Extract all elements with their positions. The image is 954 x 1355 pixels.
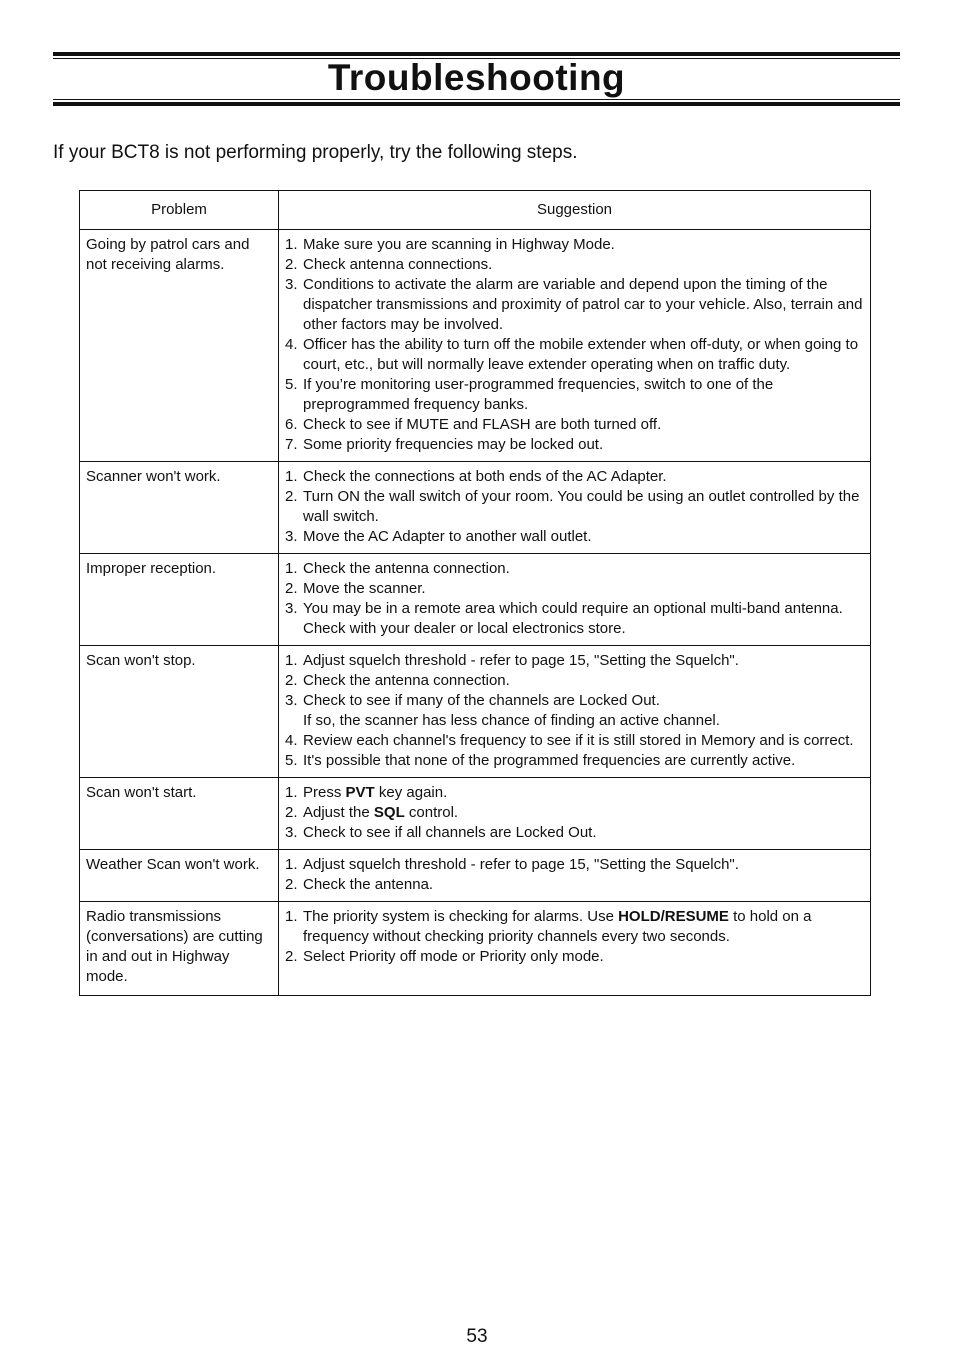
step-number: 2. — [285, 948, 298, 965]
step-number: 3. — [285, 528, 298, 545]
step-number: 7. — [285, 436, 298, 453]
table-row — [80, 554, 871, 646]
suggestion-step — [285, 907, 864, 947]
step-number: 5. — [285, 376, 298, 393]
suggestion-step — [285, 435, 864, 455]
table-row — [80, 850, 871, 902]
suggestion-step — [285, 275, 864, 335]
step-number: 2. — [285, 488, 298, 505]
page-title: Troubleshooting — [327, 57, 626, 98]
suggestion-cell — [279, 850, 871, 902]
step-number: 1. — [285, 560, 298, 577]
step-number: 2. — [285, 672, 298, 689]
step-number: 2. — [285, 580, 298, 597]
suggestion-step — [285, 803, 864, 823]
step-text: Adjust the — [303, 804, 374, 821]
step-text: You may be in a remote area which could require an optional multi-band antenna. Check with your dealer or local electronics store. — [303, 600, 843, 637]
step-number: 6. — [285, 416, 298, 433]
suggestion-step — [285, 599, 864, 639]
step-text: Check to see if all channels are Locked Out. — [303, 824, 597, 841]
table-row — [80, 778, 871, 850]
step-text: If you’re monitoring user-programmed frequencies, switch to one of the preprogrammed frequency banks. — [303, 376, 774, 413]
step-text: Select Priority off mode or Priority only mode. — [303, 948, 604, 965]
step-text: Officer has the ability to turn off the mobile extender when off-duty, or when going to court, etc., but will normally leave extender operating when on traffic duty. — [303, 336, 859, 373]
step-number: 2. — [285, 876, 298, 893]
suggestion-step — [285, 255, 864, 275]
key-name: HOLD/RESUME — [618, 908, 729, 925]
problem-cell: Improper reception. — [80, 554, 279, 646]
problem-cell: Going by patrol cars and not receiving alarms. — [80, 230, 279, 462]
step-text: If so, the scanner has less chance of finding an active channel. — [303, 712, 720, 729]
key-name: PVT — [345, 784, 375, 801]
step-text: Adjust squelch threshold - refer to page 15, "Setting the Squelch". — [303, 856, 739, 873]
page-number: 53 — [466, 1326, 488, 1347]
step-text: Conditions to activate the alarm are variable and depend upon the timing of the dispatcher transmissions and proximity of patrol car to your vehicle. Also, terrain and other factors may be involved. — [303, 276, 863, 333]
suggestion-step — [285, 875, 864, 895]
table-row — [80, 462, 871, 554]
step-text: Check the antenna connection. — [303, 560, 510, 577]
suggestion-step — [285, 731, 864, 751]
suggestion-step — [285, 467, 864, 487]
suggestion-step — [285, 751, 864, 771]
step-text: Check antenna connections. — [303, 256, 493, 273]
step-number: 4. — [285, 336, 298, 353]
step-number: 1. — [285, 784, 298, 801]
problem-cell: Scan won't start. — [80, 778, 279, 850]
step-text: Some priority frequencies may be locked out. — [303, 436, 604, 453]
suggestion-cell — [279, 554, 871, 646]
suggestion-step — [285, 823, 864, 843]
suggestion-step — [285, 375, 864, 415]
suggestion-step — [285, 947, 864, 967]
step-text: Adjust squelch threshold - refer to page 15, "Setting the Squelch". — [303, 652, 739, 669]
title-bottom-thin-rule — [53, 99, 900, 100]
key-name: SQL — [373, 804, 405, 821]
step-number: 1. — [285, 236, 298, 253]
step-text: control. — [404, 804, 459, 821]
suggestion-cell — [279, 646, 871, 778]
suggestion-step — [285, 783, 864, 803]
suggestion-step — [285, 487, 864, 527]
step-text: key again. — [374, 784, 448, 801]
suggestion-step — [285, 651, 864, 671]
step-number: 1. — [285, 468, 298, 485]
suggestion-step — [285, 855, 864, 875]
step-text: Check to see if many of the channels are Locked Out. — [303, 692, 660, 709]
table-header-row — [80, 191, 871, 230]
table-row — [80, 230, 871, 462]
problem-cell: Scanner won't work. — [80, 462, 279, 554]
step-number: 5. — [285, 752, 298, 769]
step-text: Move the AC Adapter to another wall outlet. — [303, 528, 592, 545]
step-text: Press — [303, 784, 346, 801]
problem-cell: Radio transmissions (conversations) are cutting in and out in Highway mode. — [80, 902, 279, 996]
step-number: 1. — [285, 908, 298, 925]
step-text: Make sure you are scanning in Highway Mode. — [303, 236, 615, 253]
step-text: It's possible that none of the programmed frequencies are currently active. — [303, 752, 796, 769]
problem-cell: Weather Scan won't work. — [80, 850, 279, 902]
suggestion-step — [285, 671, 864, 691]
step-number: 3. — [285, 824, 298, 841]
step-number: 2. — [285, 256, 298, 273]
intro-text: If your BCT8 is not performing properly, try the following steps. — [53, 142, 578, 163]
step-number: 2. — [285, 804, 298, 821]
step-text: Move the scanner. — [303, 580, 426, 597]
suggestion-cell — [279, 462, 871, 554]
step-number: 3. — [285, 600, 298, 617]
step-text: Review each channel's frequency to see if it is still stored in Memory and is correct. — [303, 732, 854, 749]
step-text: Turn ON the wall switch of your room. You could be using an outlet controlled by the wall switch. — [303, 488, 860, 525]
suggestion-cell — [279, 230, 871, 462]
suggestion-step — [285, 335, 864, 375]
step-text: Check the connections at both ends of the AC Adapter. — [303, 468, 667, 485]
suggestion-cell — [279, 778, 871, 850]
troubleshooting-table — [79, 190, 871, 996]
suggestion-step — [285, 415, 864, 435]
header-problem: Problem — [80, 191, 279, 230]
suggestion-step — [285, 579, 864, 599]
table-body — [80, 230, 871, 996]
header-suggestion: Suggestion — [279, 191, 871, 230]
step-number: 1. — [285, 856, 298, 873]
step-text: to hold on a frequency without checking priority channels every two seconds. — [303, 908, 812, 945]
suggestion-step — [285, 691, 864, 731]
table-row — [80, 902, 871, 996]
table-row — [80, 646, 871, 778]
problem-cell: Scan won't stop. — [80, 646, 279, 778]
suggestion-step — [285, 527, 864, 547]
step-text: Check to see if MUTE and FLASH are both turned off. — [303, 416, 662, 433]
title-bottom-thick-rule — [53, 102, 900, 106]
suggestion-step — [285, 559, 864, 579]
step-text: Check the antenna. — [303, 876, 434, 893]
suggestion-step — [285, 235, 864, 255]
suggestion-cell — [279, 902, 871, 996]
step-number: 4. — [285, 732, 298, 749]
step-number: 1. — [285, 652, 298, 669]
step-number: 3. — [285, 276, 298, 293]
step-text: The priority system is checking for alarms. Use — [303, 908, 619, 925]
step-text: Check the antenna connection. — [303, 672, 510, 689]
step-number: 3. — [285, 692, 298, 709]
